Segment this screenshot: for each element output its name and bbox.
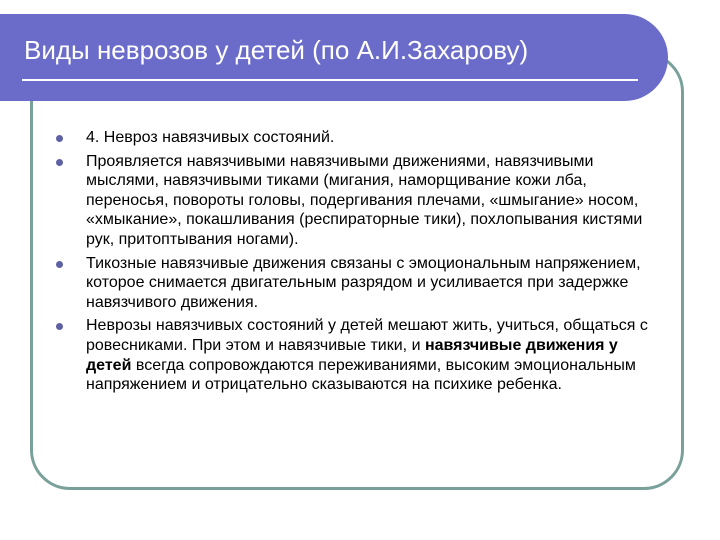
bullet-dot-icon: [56, 323, 63, 330]
bullet-text: 4. Невроз навязчивых состояний.: [86, 129, 335, 146]
slide-title: Виды неврозов у детей (по А.И.Захарову): [24, 35, 529, 65]
bullet-text-bold: навязчивые движения у детей: [86, 336, 618, 374]
bullet-item: [56, 254, 666, 313]
bullet-text-after: всегда сопровождаются переживаниями, высоким эмоциональным напряжением и отрицательно сказываются на психике ребенка.: [86, 356, 636, 394]
bullet-text-before: Неврозы навязчивых состояний у детей мешают жить, учиться, общаться с ровесниками. При этом и навязчивые тики, и: [86, 317, 648, 354]
bullet-text: Тикозные навязчивые движения связаны с эмоциональным напряжением, которое снимается двигательным разрядом и усиливается при задержке навязчивого движения.: [86, 254, 641, 311]
title-underline: [22, 79, 638, 81]
bullet-text: Проявляется навязчивыми навязчивыми движениями, навязчивыми мыслями, навязчивыми тиками (мигания, наморщивание кожи лба, переносья, повороты головы, подергивания плечами, «шмыгание» носом, «хмыкание», покашливания (респираторные тики), похлопывания кистями рук, притоптывания ногами).: [86, 152, 643, 248]
bullet-list: [56, 128, 666, 399]
bullet-item: [56, 152, 666, 250]
bullet-dot-icon: [56, 261, 63, 268]
bullet-dot-icon: [56, 159, 63, 166]
bullet-dot-icon: [56, 135, 63, 142]
bullet-item: [56, 316, 666, 394]
bullet-item: [56, 128, 666, 148]
